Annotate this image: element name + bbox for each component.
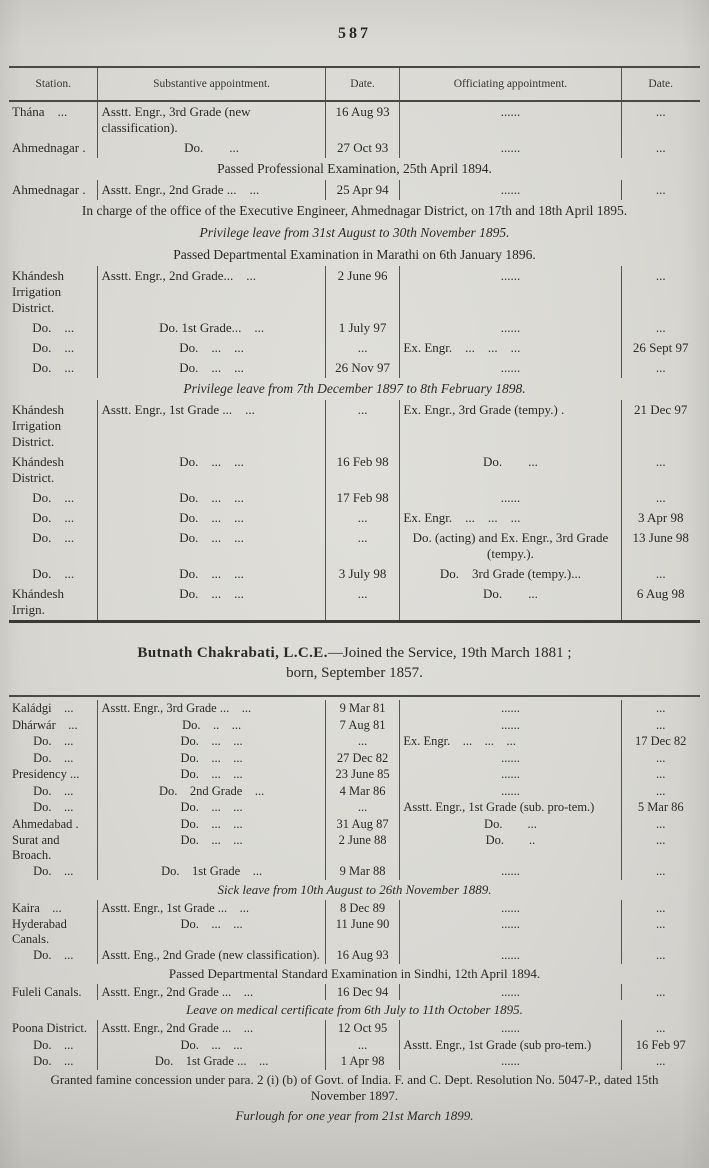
- officiating-cell: ......: [399, 984, 620, 1001]
- officiating-cell: ......: [399, 750, 620, 767]
- substantive-cell: Do. ... ...: [97, 584, 324, 620]
- station-cell: Fuleli Canals.: [12, 984, 82, 999]
- table-row: [9, 733, 700, 750]
- station-cell: Do. ...: [33, 734, 74, 748]
- substantive-cell: Do. 1st Grade ... ...: [97, 1053, 324, 1070]
- station-cell: Do. ...: [32, 340, 75, 355]
- substantive-cell: Do. ... ...: [97, 750, 324, 767]
- substantive-cell: Do. .. ...: [97, 717, 324, 734]
- date-cell: ...: [325, 338, 400, 358]
- section-heading: [40, 643, 669, 683]
- note-row: Passed Departmental Standard Examination in Sindhi, 12th April 1894.: [168, 965, 541, 981]
- page-number: 587: [338, 25, 371, 42]
- substantive-cell: Asstt. Engr., 2nd Grade ... ...: [97, 1020, 324, 1037]
- date-cell: 16 Aug 93: [325, 947, 400, 964]
- officiating-date-cell: ...: [621, 102, 700, 138]
- table-row: [9, 400, 700, 452]
- date-cell: ...: [325, 584, 400, 620]
- table-row: [9, 832, 700, 863]
- officiating-date-cell: ...: [621, 783, 700, 800]
- note-row: Privilege leave from 7th December 1897 to 8th February 1898.: [183, 381, 526, 396]
- officiating-date-cell: ...: [621, 766, 700, 783]
- officiating-date-cell: ...: [621, 700, 700, 717]
- station-cell: Dhárwár ...: [12, 717, 78, 732]
- station-cell: Do. ...: [32, 510, 75, 525]
- table-row: [9, 564, 700, 584]
- officiating-date-cell: 17 Dec 82: [621, 733, 700, 750]
- note-row: Sick leave from 10th August to 26th November 1889.: [217, 881, 492, 897]
- station-cell: Ahmednagar .: [12, 140, 86, 155]
- officiating-cell: Do. (acting) and Ex. Engr., 3rd Grade (tempy.).: [399, 528, 620, 564]
- substantive-cell: Do. ... ...: [97, 916, 324, 947]
- officiating-cell: ......: [399, 783, 620, 800]
- officiating-cell: ......: [399, 138, 620, 158]
- table-row: [9, 900, 700, 917]
- station-cell: Do. ...: [33, 948, 74, 962]
- note-row: In charge of the office of the Executive Engineer, Ahmednagar District, on 17th and 18th April 1895.: [81, 203, 628, 218]
- note-row: Passed Professional Examination, 25th April 1894.: [217, 161, 492, 176]
- officiating-date-cell: ...: [621, 916, 700, 947]
- service-record-table-1: [9, 66, 700, 623]
- officiating-cell: Asstt. Engr., 1st Grade (sub. pro-tem.): [399, 799, 620, 816]
- table-header-row: [9, 66, 700, 102]
- station-cell: Do. ...: [32, 490, 75, 505]
- table-row: [9, 318, 700, 338]
- substantive-cell: Asstt. Engr., 2nd Grade ... ...: [97, 984, 324, 1001]
- officiating-cell: ......: [399, 900, 620, 917]
- note-row: Passed Departmental Examination in Marathi on 6th January 1896.: [173, 247, 536, 262]
- station-cell: Do. ...: [32, 320, 75, 335]
- officiating-cell: ......: [399, 358, 620, 378]
- table-row: [9, 180, 700, 200]
- substantive-cell: Do. ... ...: [97, 733, 324, 750]
- date-cell: 7 Aug 81: [325, 717, 400, 734]
- substantive-cell: Do. ... ...: [97, 832, 324, 863]
- officiating-cell: ......: [399, 1053, 620, 1070]
- officiating-date-cell: ...: [621, 138, 700, 158]
- table-row: [9, 528, 700, 564]
- date-cell: ...: [325, 508, 400, 528]
- officiating-cell: ......: [399, 318, 620, 338]
- station-cell: Do. ...: [32, 530, 75, 545]
- officiating-date-cell: ...: [621, 832, 700, 863]
- officiating-date-cell: ...: [621, 1053, 700, 1070]
- substantive-cell: Asstt. Engr., 2nd Grade... ...: [97, 266, 324, 318]
- station-cell: Khándesh Irrigation District.: [12, 268, 68, 315]
- column-header-date2: Date.: [621, 68, 700, 100]
- officiating-cell: ......: [399, 1020, 620, 1037]
- substantive-cell: Do. ... ...: [97, 799, 324, 816]
- date-cell: 16 Dec 94: [325, 984, 400, 1001]
- date-cell: ...: [325, 733, 400, 750]
- station-cell: Khándesh District.: [12, 454, 68, 485]
- officiating-cell: Do. ...: [399, 584, 620, 620]
- date-cell: 27 Dec 82: [325, 750, 400, 767]
- officiating-cell: Ex. Engr. ... ... ...: [399, 508, 620, 528]
- substantive-cell: Do. ... ...: [97, 358, 324, 378]
- substantive-cell: Do. ... ...: [97, 528, 324, 564]
- officiating-date-cell: 5 Mar 86: [621, 799, 700, 816]
- table-row: [9, 584, 700, 620]
- station-cell: Thána ...: [12, 104, 68, 119]
- table-row: [9, 508, 700, 528]
- date-cell: ...: [325, 799, 400, 816]
- officiating-cell: ......: [399, 947, 620, 964]
- substantive-cell: Asstt. Engr., 3rd Grade ... ...: [97, 700, 324, 717]
- note-row: Leave on medical certificate from 6th July to 11th October 1895.: [186, 1002, 523, 1017]
- date-cell: 11 June 90: [325, 916, 400, 947]
- substantive-cell: Do. ... ...: [97, 508, 324, 528]
- table-row: [9, 1053, 700, 1070]
- date-cell: 12 Oct 95: [325, 1020, 400, 1037]
- officiating-cell: Ex. Engr. ... ... ...: [399, 338, 620, 358]
- table-row: [9, 766, 700, 783]
- station-cell: Khándesh Irrign.: [12, 586, 68, 617]
- substantive-cell: Do. 1st Grade ...: [97, 863, 324, 880]
- station-cell: Do. ...: [33, 864, 74, 878]
- table-row: [9, 1020, 700, 1037]
- table-row: [9, 984, 700, 1001]
- officiating-cell: ......: [399, 863, 620, 880]
- note-row: Granted famine concession under para. 2 (i) (b) of Govt. of India. F. and C. Dept. Resolution No. 5047-P., dated 15th November 1897.: [50, 1071, 659, 1103]
- station-cell: Do. ...: [32, 566, 75, 581]
- table-row: [9, 700, 700, 717]
- officiating-date-cell: ...: [621, 816, 700, 833]
- officiating-date-cell: ...: [621, 947, 700, 964]
- table-row: [9, 750, 700, 767]
- officiating-cell: Do. ...: [399, 452, 620, 488]
- officiating-date-cell: 13 June 98: [621, 528, 700, 564]
- officiating-date-cell: ...: [621, 984, 700, 1001]
- station-cell: Ahmednagar .: [12, 182, 86, 197]
- table-row: [9, 863, 700, 880]
- table-row: [9, 488, 700, 508]
- officiating-date-cell: ...: [621, 318, 700, 338]
- substantive-cell: Do. ... ...: [97, 488, 324, 508]
- officiating-date-cell: 26 Sept 97: [621, 338, 700, 358]
- officiating-date-cell: 6 Aug 98: [621, 584, 700, 620]
- officiating-date-cell: ...: [621, 358, 700, 378]
- date-cell: 23 June 85: [325, 766, 400, 783]
- column-header-substantive: Substantive appointment.: [97, 68, 324, 100]
- table-row: [9, 916, 700, 947]
- date-cell: ...: [325, 400, 400, 452]
- substantive-cell: Do. ... ...: [97, 452, 324, 488]
- station-cell: Do. ...: [33, 1037, 74, 1052]
- station-cell: Do. ...: [33, 750, 74, 765]
- table-row: [9, 799, 700, 816]
- substantive-cell: Asstt. Engr., 1st Grade ... ...: [97, 400, 324, 452]
- table-row: [9, 1037, 700, 1054]
- table-row: [9, 102, 700, 138]
- officiating-date-cell: ...: [621, 180, 700, 200]
- officiating-date-cell: ...: [621, 900, 700, 917]
- officiating-cell: Do. 3rd Grade (tempy.)...: [399, 564, 620, 584]
- station-cell: Do. ...: [32, 360, 75, 375]
- officer-name: Butnath Chakrabati, L.C.E.: [137, 645, 328, 661]
- service-record-table-2: [9, 695, 700, 1126]
- officiating-date-cell: ...: [621, 1020, 700, 1037]
- substantive-cell: Asstt. Engr., 3rd Grade (new classification).: [97, 102, 324, 138]
- officiating-cell: Ex. Engr., 3rd Grade (tempy.) .: [399, 400, 620, 452]
- date-cell: 3 July 98: [325, 564, 400, 584]
- officiating-cell: ......: [399, 102, 620, 138]
- station-cell: Do. ...: [33, 783, 74, 798]
- substantive-cell: Asstt. Eng., 2nd Grade (new classification).: [97, 947, 324, 964]
- substantive-cell: Do. ... ...: [97, 816, 324, 833]
- table-row: [9, 358, 700, 378]
- officiating-cell: ......: [399, 700, 620, 717]
- column-header-officiating: Officiating appointment.: [399, 68, 620, 100]
- officiating-cell: ......: [399, 766, 620, 783]
- officiating-date-cell: ...: [621, 750, 700, 767]
- date-cell: 8 Dec 89: [325, 900, 400, 917]
- officer-service-info: —Joined the Service, 19th March 1881 ;: [327, 645, 572, 661]
- station-cell: Surat and Broach.: [12, 833, 63, 862]
- table-row: [9, 717, 700, 734]
- date-cell: 25 Apr 94: [325, 180, 400, 200]
- station-cell: Presidency ...: [12, 767, 80, 781]
- station-cell: Ahmedabad .: [12, 816, 79, 831]
- date-cell: 16 Feb 98: [325, 452, 400, 488]
- date-cell: 26 Nov 97: [325, 358, 400, 378]
- substantive-cell: Do. ...: [97, 138, 324, 158]
- officer-birth-info: born, September 1857.: [286, 665, 423, 681]
- date-cell: 1 Apr 98: [325, 1053, 400, 1070]
- date-cell: 4 Mar 86: [325, 783, 400, 800]
- officiating-cell: Ex. Engr. ... ... ...: [399, 733, 620, 750]
- officiating-cell: ......: [399, 488, 620, 508]
- table-row: [9, 816, 700, 833]
- table-row: [9, 266, 700, 318]
- substantive-cell: Do. ... ...: [97, 1037, 324, 1054]
- station-cell: Poona District.: [12, 1021, 87, 1035]
- officiating-cell: Asstt. Engr., 1st Grade (sub pro-tem.): [399, 1037, 620, 1054]
- date-cell: 1 July 97: [325, 318, 400, 338]
- officiating-date-cell: ...: [621, 266, 700, 318]
- officiating-date-cell: ...: [621, 564, 700, 584]
- officiating-cell: ......: [399, 717, 620, 734]
- substantive-cell: Do. 1st Grade... ...: [97, 318, 324, 338]
- station-cell: Do. ...: [33, 1054, 74, 1068]
- substantive-cell: Asstt. Engr., 1st Grade ... ...: [97, 900, 324, 917]
- date-cell: 2 June 88: [325, 832, 400, 863]
- table-row: [9, 138, 700, 158]
- officiating-date-cell: 3 Apr 98: [621, 508, 700, 528]
- substantive-cell: Asstt. Engr., 2nd Grade ... ...: [97, 180, 324, 200]
- date-cell: 17 Feb 98: [325, 488, 400, 508]
- substantive-cell: Do. ... ...: [97, 766, 324, 783]
- officiating-date-cell: ...: [621, 717, 700, 734]
- officiating-cell: ......: [399, 916, 620, 947]
- station-cell: Kaládgi ...: [12, 701, 74, 715]
- date-cell: 9 Mar 81: [325, 700, 400, 717]
- officiating-cell: ......: [399, 180, 620, 200]
- station-cell: Khándesh Irrigation District.: [12, 402, 68, 449]
- substantive-cell: Do. 2nd Grade ...: [97, 783, 324, 800]
- station-cell: Do. ...: [33, 800, 74, 814]
- table-row: [9, 783, 700, 800]
- date-cell: 16 Aug 93: [325, 102, 400, 138]
- note-row: Furlough for one year from 21st March 1899.: [235, 1107, 474, 1123]
- date-cell: 9 Mar 88: [325, 863, 400, 880]
- officiating-date-cell: ...: [621, 488, 700, 508]
- date-cell: 27 Oct 93: [325, 138, 400, 158]
- substantive-cell: Do. ... ...: [97, 564, 324, 584]
- officiating-cell: ......: [399, 266, 620, 318]
- date-cell: ...: [325, 528, 400, 564]
- note-row: Privilege leave from 31st August to 30th November 1895.: [199, 225, 510, 240]
- station-cell: Kaira ...: [12, 900, 62, 915]
- table-row: [9, 452, 700, 488]
- officiating-date-cell: 21 Dec 97: [621, 400, 700, 452]
- substantive-cell: Do. ... ...: [97, 338, 324, 358]
- date-cell: ...: [325, 1037, 400, 1054]
- officiating-cell: Do. ..: [399, 832, 620, 863]
- table-row: [9, 947, 700, 964]
- officiating-cell: Do. ...: [399, 816, 620, 833]
- officiating-date-cell: ...: [621, 863, 700, 880]
- table-row: [9, 338, 700, 358]
- officiating-date-cell: 16 Feb 97: [621, 1037, 700, 1054]
- date-cell: 2 June 96: [325, 266, 400, 318]
- officiating-date-cell: ...: [621, 452, 700, 488]
- date-cell: 31 Aug 87: [325, 816, 400, 833]
- station-cell: Hyderabad Canals.: [12, 917, 70, 946]
- column-header-station: Station.: [35, 78, 71, 90]
- column-header-date: Date.: [325, 68, 400, 100]
